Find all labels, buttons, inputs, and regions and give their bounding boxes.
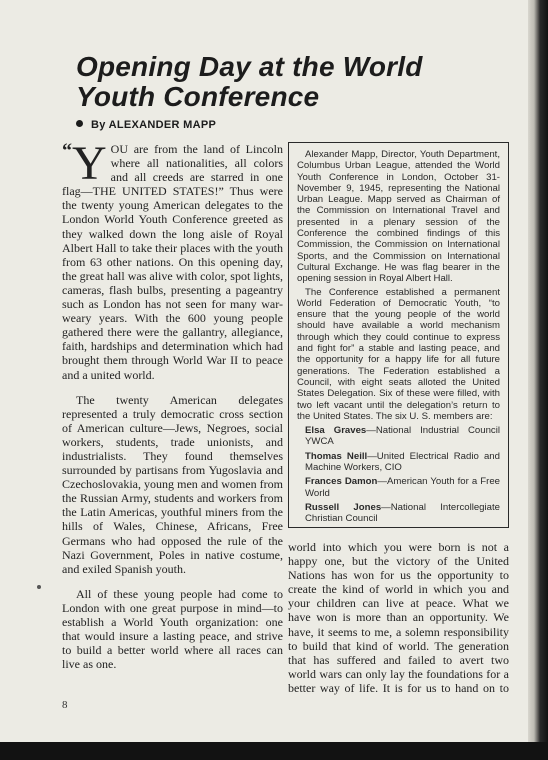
council-member [297, 425, 500, 448]
member-affiliation [374, 528, 456, 529]
member-affiliation: —National Industrial Council YWCA [305, 425, 500, 448]
binding-spine [528, 0, 548, 760]
member-name: Frances Damon [305, 476, 378, 488]
paragraph-1-text: OU are from the land of Lincoln where all nationalities, all colors and all creeds are starred in one flag—THE UNITED STATES!” Thus were the twenty young American delegates to the London World Youth Conference greeted as they walked down the long aisle of Royal Albert Hall to take their places with the youth from 63 other nations. On this opening day, the great hall was alive with color, spot lights, cameras, flash bulbs, presenting a pageantry such as London has not seen for many war-weary years. With the 600 young people gathered there were the gallantry, allegiance, faith, hardships and determination which had brought them through World War II to peace and a united world. [62, 142, 283, 382]
member-affiliation: —United Electrical Radio and Machine Workers, CIO [305, 450, 500, 474]
byline-text: By ALEXANDER MAPP [91, 119, 217, 131]
bullet-icon [76, 120, 83, 127]
council-member [297, 476, 500, 499]
margin-mark [37, 585, 41, 589]
member-name [305, 528, 374, 529]
member-affiliation: —American Youth for a Free World [305, 476, 500, 499]
drop-cap: Y [72, 142, 107, 190]
right-column [288, 540, 509, 696]
council-member [297, 528, 500, 529]
article-title: Opening Day at the World Youth Conference [76, 51, 423, 112]
member-name: Elsa Graves [305, 425, 367, 437]
council-member [297, 451, 500, 474]
byline [76, 119, 216, 131]
right-paragraph-1: world into which you were born is not a happy one, but the victory of the United Nations has won for us the opportunity to create the kind of world in which you and your children can live at peace. What we have won is more than an opportunity. We have, it seems to me, a solemn responsibility to build that kind of world. The generation that has suffered and failed to avert two world wars can only lay the foundations for a better way of life. It is for us to hand on to [288, 540, 509, 695]
scan-border [0, 742, 548, 760]
author-sidebar-box [288, 142, 509, 528]
paragraph-1 [62, 142, 283, 382]
paragraph-3: All of these young people had come to London with one great purpose in mind—to establish a World Youth organization: one that would insure a lasting peace, and strive to build a better world where all races can live as one. [62, 586, 283, 672]
member-name: Russell Jones [305, 501, 382, 513]
member-affiliation: —National Intercollegiate Christian Council [305, 501, 500, 525]
council-member [297, 502, 500, 525]
page-number: 8 [62, 699, 68, 711]
sidebar-paragraph-1: Alexander Mapp, Director, Youth Department, Columbus Urban League, attended the World Youth Conference in London, October 31-November 9, 1945, representing the National Urban League. Mapp served as Chairman of the Commission on International Travel and presented in a plenary session of the Conference the combined findings of this Commission, the Commission on International Sports, and the Commission on International Cultural Exchange. He was flag bearer in the opening session in Royal Albert Hall. [297, 149, 500, 285]
paragraph-2: The twenty American delegates represented a truly democratic cross section of American culture—Jews, Negroes, social workers, students, trade unionists, and industrialists. They found themselves surrounded by partisans from Yugoslavia and Czechoslovakia, young men and women from the Russian Army, students and workers from the Latin Americas, youthful miners from the hills of Wales, Chinese, Africans, Free Germans who had opposed the rule of the Nazi Government, Poles in native costume, and exiled Spanish youth. [62, 392, 283, 576]
left-column [62, 142, 283, 678]
member-name: Thomas Neill [305, 450, 368, 462]
sidebar-paragraph-2: The Conference established a permanent World Federation of Democratic Youth, “to ensure that the young people of the world should have available a world mechanism through which they could continue to express and fight for” a stable and lasting peace, and the opportunity for a happy life for all future generations. The Federation established a Council, with eight seats alloted the United States Delegation. Six of these were filled, with two left vacant until the delegation’s return to the United States. The six U. S. members are: [297, 286, 500, 422]
opening-quote: “ [62, 142, 72, 162]
